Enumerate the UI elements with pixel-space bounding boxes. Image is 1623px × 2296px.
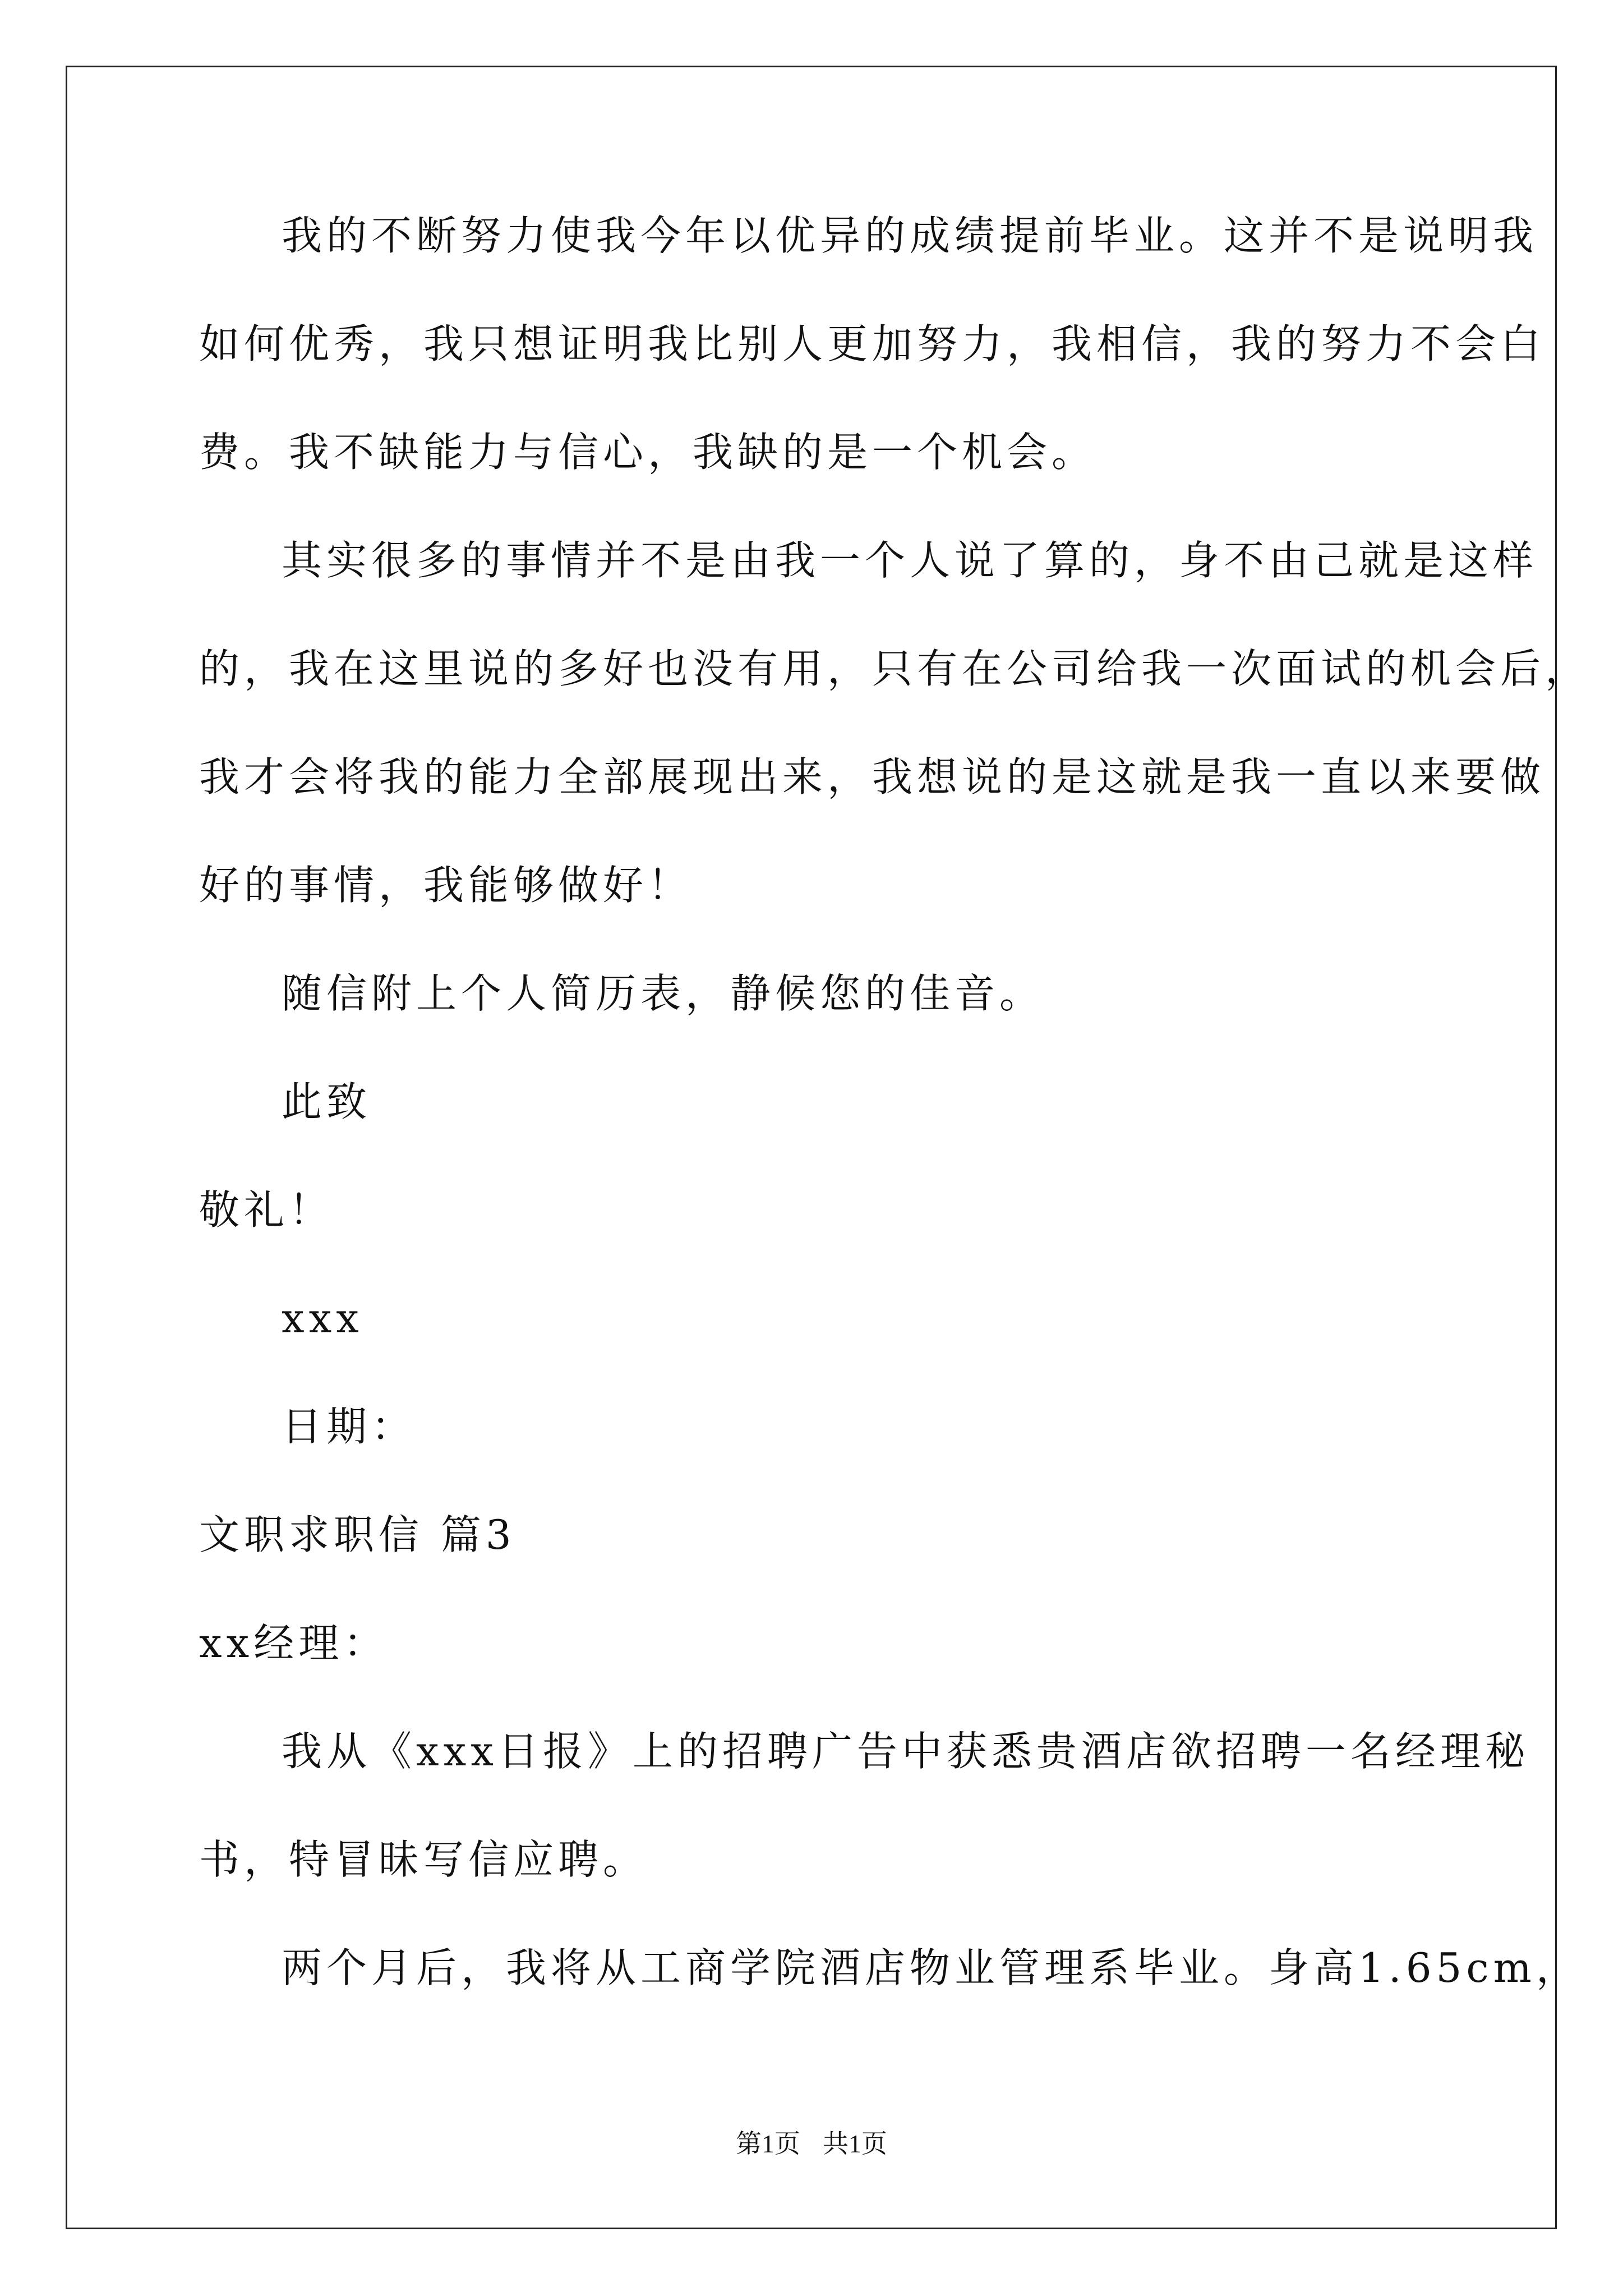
paragraph-4-line-2: 书，特冒昧写信应聘。 — [199, 1836, 648, 1883]
paragraph-4-line-1: 我从《xxx日报》上的招聘广告中获悉贵酒店欲招聘一名经理秘 — [282, 1728, 1530, 1775]
page-number-total: 共1页 — [823, 2129, 887, 2158]
paragraph-1-line-2: 如何优秀，我只想证明我比别人更加努力，我相信，我的努力不会白 — [199, 320, 1546, 367]
section-title: 文职求职信 篇3 — [199, 1511, 516, 1558]
greeting: xx经理： — [199, 1619, 389, 1667]
closing-regards: 敬礼！ — [199, 1186, 334, 1234]
paragraph-1-line-3: 费。我不缺能力与信心，我缺的是一个机会。 — [199, 429, 1097, 476]
paragraph-2-line-2: 的，我在这里说的多好也没有用，只有在公司给我一次面试的机会后， — [199, 645, 1590, 692]
paragraph-5-line-1: 两个月后，我将从工商学院酒店物业管理系毕业。身高1.65cm， — [282, 1944, 1581, 1991]
closing-salutation: 此致 — [282, 1078, 372, 1125]
paragraph-3: 随信附上个人简历表，静候您的佳音。 — [282, 970, 1045, 1017]
date-label: 日期： — [282, 1403, 417, 1450]
signature: xxx — [282, 1295, 363, 1342]
page-border — [66, 66, 1557, 2229]
page-footer — [0, 2127, 1623, 2161]
paragraph-1-line-1: 我的不断努力使我今年以优异的成绩提前毕业。这并不是说明我 — [282, 212, 1538, 259]
paragraph-2-line-3: 我才会将我的能力全部展现出来，我想说的是这就是我一直以来要做 — [199, 753, 1546, 800]
page-number-current: 第1页 — [736, 2129, 800, 2158]
paragraph-2-line-1: 其实很多的事情并不是由我一个人说了算的，身不由己就是这样 — [282, 537, 1538, 584]
paragraph-2-line-4: 好的事情，我能够做好！ — [199, 862, 693, 909]
